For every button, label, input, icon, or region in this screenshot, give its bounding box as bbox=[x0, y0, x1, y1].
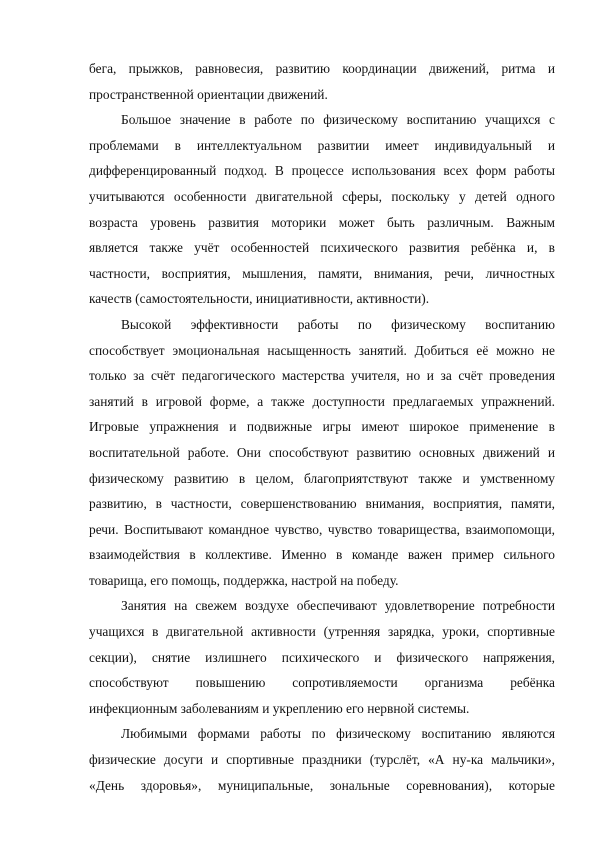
text-line: учитываются особенности двигательной сферы, поскольку у детей одного bbox=[89, 188, 555, 204]
text-line: занятий в игровой форме, а также доступности предлагаемых упражнений. bbox=[89, 393, 555, 409]
body-text bbox=[89, 56, 555, 798]
text-line: дифференцированный подход. В процессе использования всех форм работы bbox=[89, 163, 555, 179]
text-line: является также учёт особенностей психического развития ребёнка и, в bbox=[89, 240, 555, 256]
text-line: физическому развитию в целом, благоприятствуют также и умственному bbox=[89, 470, 555, 486]
paragraph-4 bbox=[89, 593, 555, 721]
text-line: Занятия на свежем воздухе обеспечивают удовлетворение потребности bbox=[121, 598, 555, 614]
text-line: товарища, его помощь, поддержка, настрой на победу. bbox=[89, 572, 399, 588]
text-line: возраста уровень развития моторики может быть различным. Важным bbox=[89, 214, 555, 230]
text-line: секции), снятие излишнего психического и физического напряжения, bbox=[89, 649, 555, 665]
text-line: развитию, в частности, совершенствованию внимания, восприятия, памяти, bbox=[89, 496, 555, 512]
text-line: Высокой эффективности работы по физическому воспитанию bbox=[121, 316, 555, 332]
text-line: речи. Воспитывают командное чувство, чувство товарищества, взаимопомощи, bbox=[89, 521, 555, 537]
paragraph-3 bbox=[89, 312, 555, 594]
text-line: только за счёт педагогического мастерства учителя, но и за счёт проведения bbox=[89, 368, 555, 384]
text-line: частности, восприятия, мышления, памяти, внимания, речи, личностных bbox=[89, 265, 555, 281]
text-line: Большое значение в работе по физическому воспитанию учащихся с bbox=[121, 112, 555, 128]
paragraph-1 bbox=[89, 56, 555, 107]
text-line: физические досуги и спортивные праздники (турслёт, «А ну-ка мальчики», bbox=[89, 752, 555, 768]
text-line: Игровые упражнения и подвижные игры имеют широкое применение в bbox=[89, 419, 555, 435]
paragraph-2 bbox=[89, 107, 555, 312]
text-line: Любимыми формами работы по физическому воспитанию являются bbox=[121, 726, 555, 742]
text-line: способствуют повышению сопротивляемости организма ребёнка bbox=[89, 675, 555, 691]
text-line: пространственной ориентации движений. bbox=[89, 86, 328, 102]
text-line: бега, прыжков, равновесия, развитию координации движений, ритма и bbox=[89, 61, 555, 76]
text-line: проблемами в интеллектуальном развитии имеет индивидуальный и bbox=[89, 137, 555, 153]
text-line: учащихся в двигательной активности (утренняя зарядка, уроки, спортивные bbox=[89, 624, 555, 640]
text-line: «День здоровья», муниципальные, зональные соревнования), которые bbox=[89, 777, 555, 793]
text-line: взаимодействия в коллективе. Именно в команде важен пример сильного bbox=[89, 547, 555, 563]
text-line: способствует эмоциональная насыщенность занятий. Добиться её можно не bbox=[89, 342, 555, 358]
paragraph-5 bbox=[89, 721, 555, 798]
text-line: воспитательной работе. Они способствуют развитию основных движений и bbox=[89, 444, 555, 460]
text-line: инфекционным заболеваниям и укреплению его нервной системы. bbox=[89, 700, 470, 716]
text-line: качеств (самостоятельности, инициативности, активности). bbox=[89, 291, 430, 307]
